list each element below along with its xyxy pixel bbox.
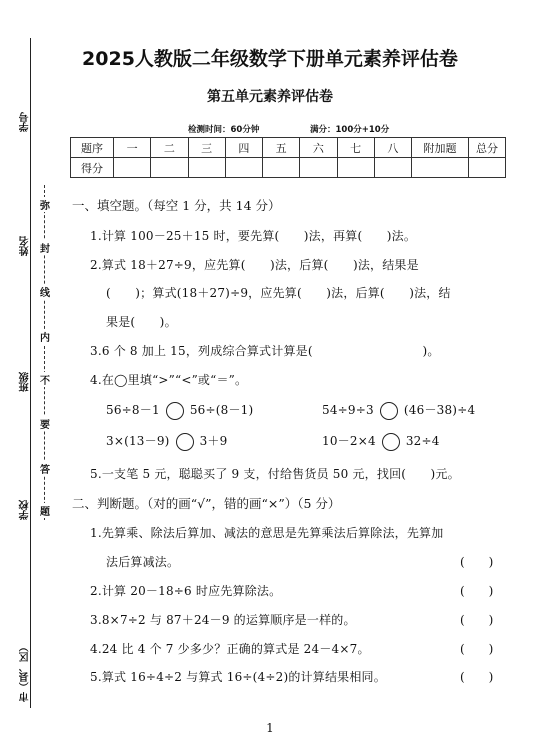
score-table-score-row [71,158,506,178]
section-1-heading: 一、填空题。（每空 1 分，共 14 分） [72,198,281,213]
answer-parentheses[interactable]: ( ) [460,555,494,569]
compare-circle[interactable] [166,402,184,420]
table-cell: 三 [188,138,225,158]
seal-char: 要 [38,416,52,431]
seal-char: 答 [38,461,52,476]
answer-parentheses[interactable]: ( ) [460,670,494,684]
table-cell: 总分 [469,138,506,158]
compare-left: 10－2×4 [322,434,376,448]
compare-item [106,401,253,420]
table-cell: 四 [225,138,262,158]
judge-question-1-cont: 法后算减法。 [106,555,180,569]
score-input-cell[interactable] [263,158,300,178]
city-label: 市（县、区） [20,642,31,702]
score-input-cell[interactable] [188,158,225,178]
score-input-cell[interactable] [337,158,374,178]
score-input-cell[interactable] [374,158,411,178]
seal-char: 弥 [38,197,52,212]
compare-item [106,432,227,451]
table-cell: 七 [337,138,374,158]
compare-left: 54÷9÷3 [322,403,374,417]
student-id-label: 学号 [20,112,31,132]
score-input-cell[interactable] [225,158,262,178]
seal-char: 封 [38,240,52,255]
compare-right: (46－38)÷4 [403,403,476,417]
compare-left: 56÷8－1 [106,403,160,417]
judge-question-1: 1.先算乘、除法后算加、减法的意思是先算乘法后算除法，先算加 [90,526,444,540]
compare-item [322,432,440,451]
compare-right: 32÷4 [405,434,440,448]
compare-item [322,401,475,420]
score-input-cell[interactable] [300,158,337,178]
fill-question-3: 3.6 个 8 加上 15，列成综合算式计算是( )。 [90,344,440,358]
time-limit: 检测时间：60分钟 [188,125,260,135]
table-cell: 二 [151,138,188,158]
score-input-cell[interactable] [469,158,506,178]
fill-question-2-cont: 果是( )。 [106,315,177,329]
name-label: 姓名 [20,236,31,256]
judge-question-3: 3.8×7÷2 与 87＋24－9 的运算顺序是一样的。 [90,613,356,627]
fill-question-2-cont: ( )；算式(18＋27)÷9，应先算( )法，后算( )法，结 [106,286,451,300]
page-number: 1 [266,721,274,735]
answer-parentheses[interactable]: ( ) [460,642,494,656]
judge-question-5: 5.算式 16÷4÷2 与算式 16÷(4÷2)的计算结果相同。 [90,670,386,684]
unit-subtitle: 第五单元素养评估卷 [207,89,333,105]
compare-circle[interactable] [176,433,194,451]
class-label: 班级 [20,372,31,392]
page-title: 2025人教版二年级数学下册单元素养评估卷 [82,48,458,70]
compare-right: 3＋9 [199,434,228,448]
seal-char: 内 [38,329,52,344]
answer-parentheses[interactable]: ( ) [460,584,494,598]
fill-question-5: 5.一支笔 5 元，聪聪买了 9 支，付给售货员 50 元，找回( )元。 [90,467,460,481]
table-cell: 附加题 [412,138,469,158]
table-cell: 六 [300,138,337,158]
compare-left: 3×(13－9) [106,434,170,448]
score-input-cell[interactable] [151,158,188,178]
fill-question-1: 1.计算 100－25＋15 时，要先算( )法，再算( )法。 [90,229,417,243]
judge-question-4: 4.24 比 4 个 7 少多少？正确的算式是 24－4×7。 [90,642,370,656]
fill-question-2: 2.算式 18＋27÷9，应先算( )法，后算( )法，结果是 [90,258,419,272]
full-score: 满分：100分+10分 [310,125,390,135]
compare-right: 56÷(8－1) [189,403,254,417]
table-cell: 八 [374,138,411,158]
school-label: 学校 [20,500,31,520]
table-cell: 五 [263,138,300,158]
table-cell: 一 [114,138,151,158]
table-cell: 得分 [71,158,114,178]
score-input-cell[interactable] [412,158,469,178]
compare-circle[interactable] [380,402,398,420]
seal-char: 不 [38,372,52,387]
score-table-header-row [71,138,506,158]
table-cell: 题序 [71,138,114,158]
score-input-cell[interactable] [114,158,151,178]
seal-char: 题 [38,503,52,518]
fill-question-4: 4.在◯里填“>”“<”或“＝”。 [90,373,248,387]
section-2-heading: 二、判断题。（对的画“√”，错的画“×”）（5 分） [72,496,341,511]
score-table [70,137,506,178]
compare-circle[interactable] [382,433,400,451]
seal-char: 线 [38,284,52,299]
judge-question-2: 2.计算 20－18÷6 时应先算除法。 [90,584,282,598]
answer-parentheses[interactable]: ( ) [460,613,494,627]
